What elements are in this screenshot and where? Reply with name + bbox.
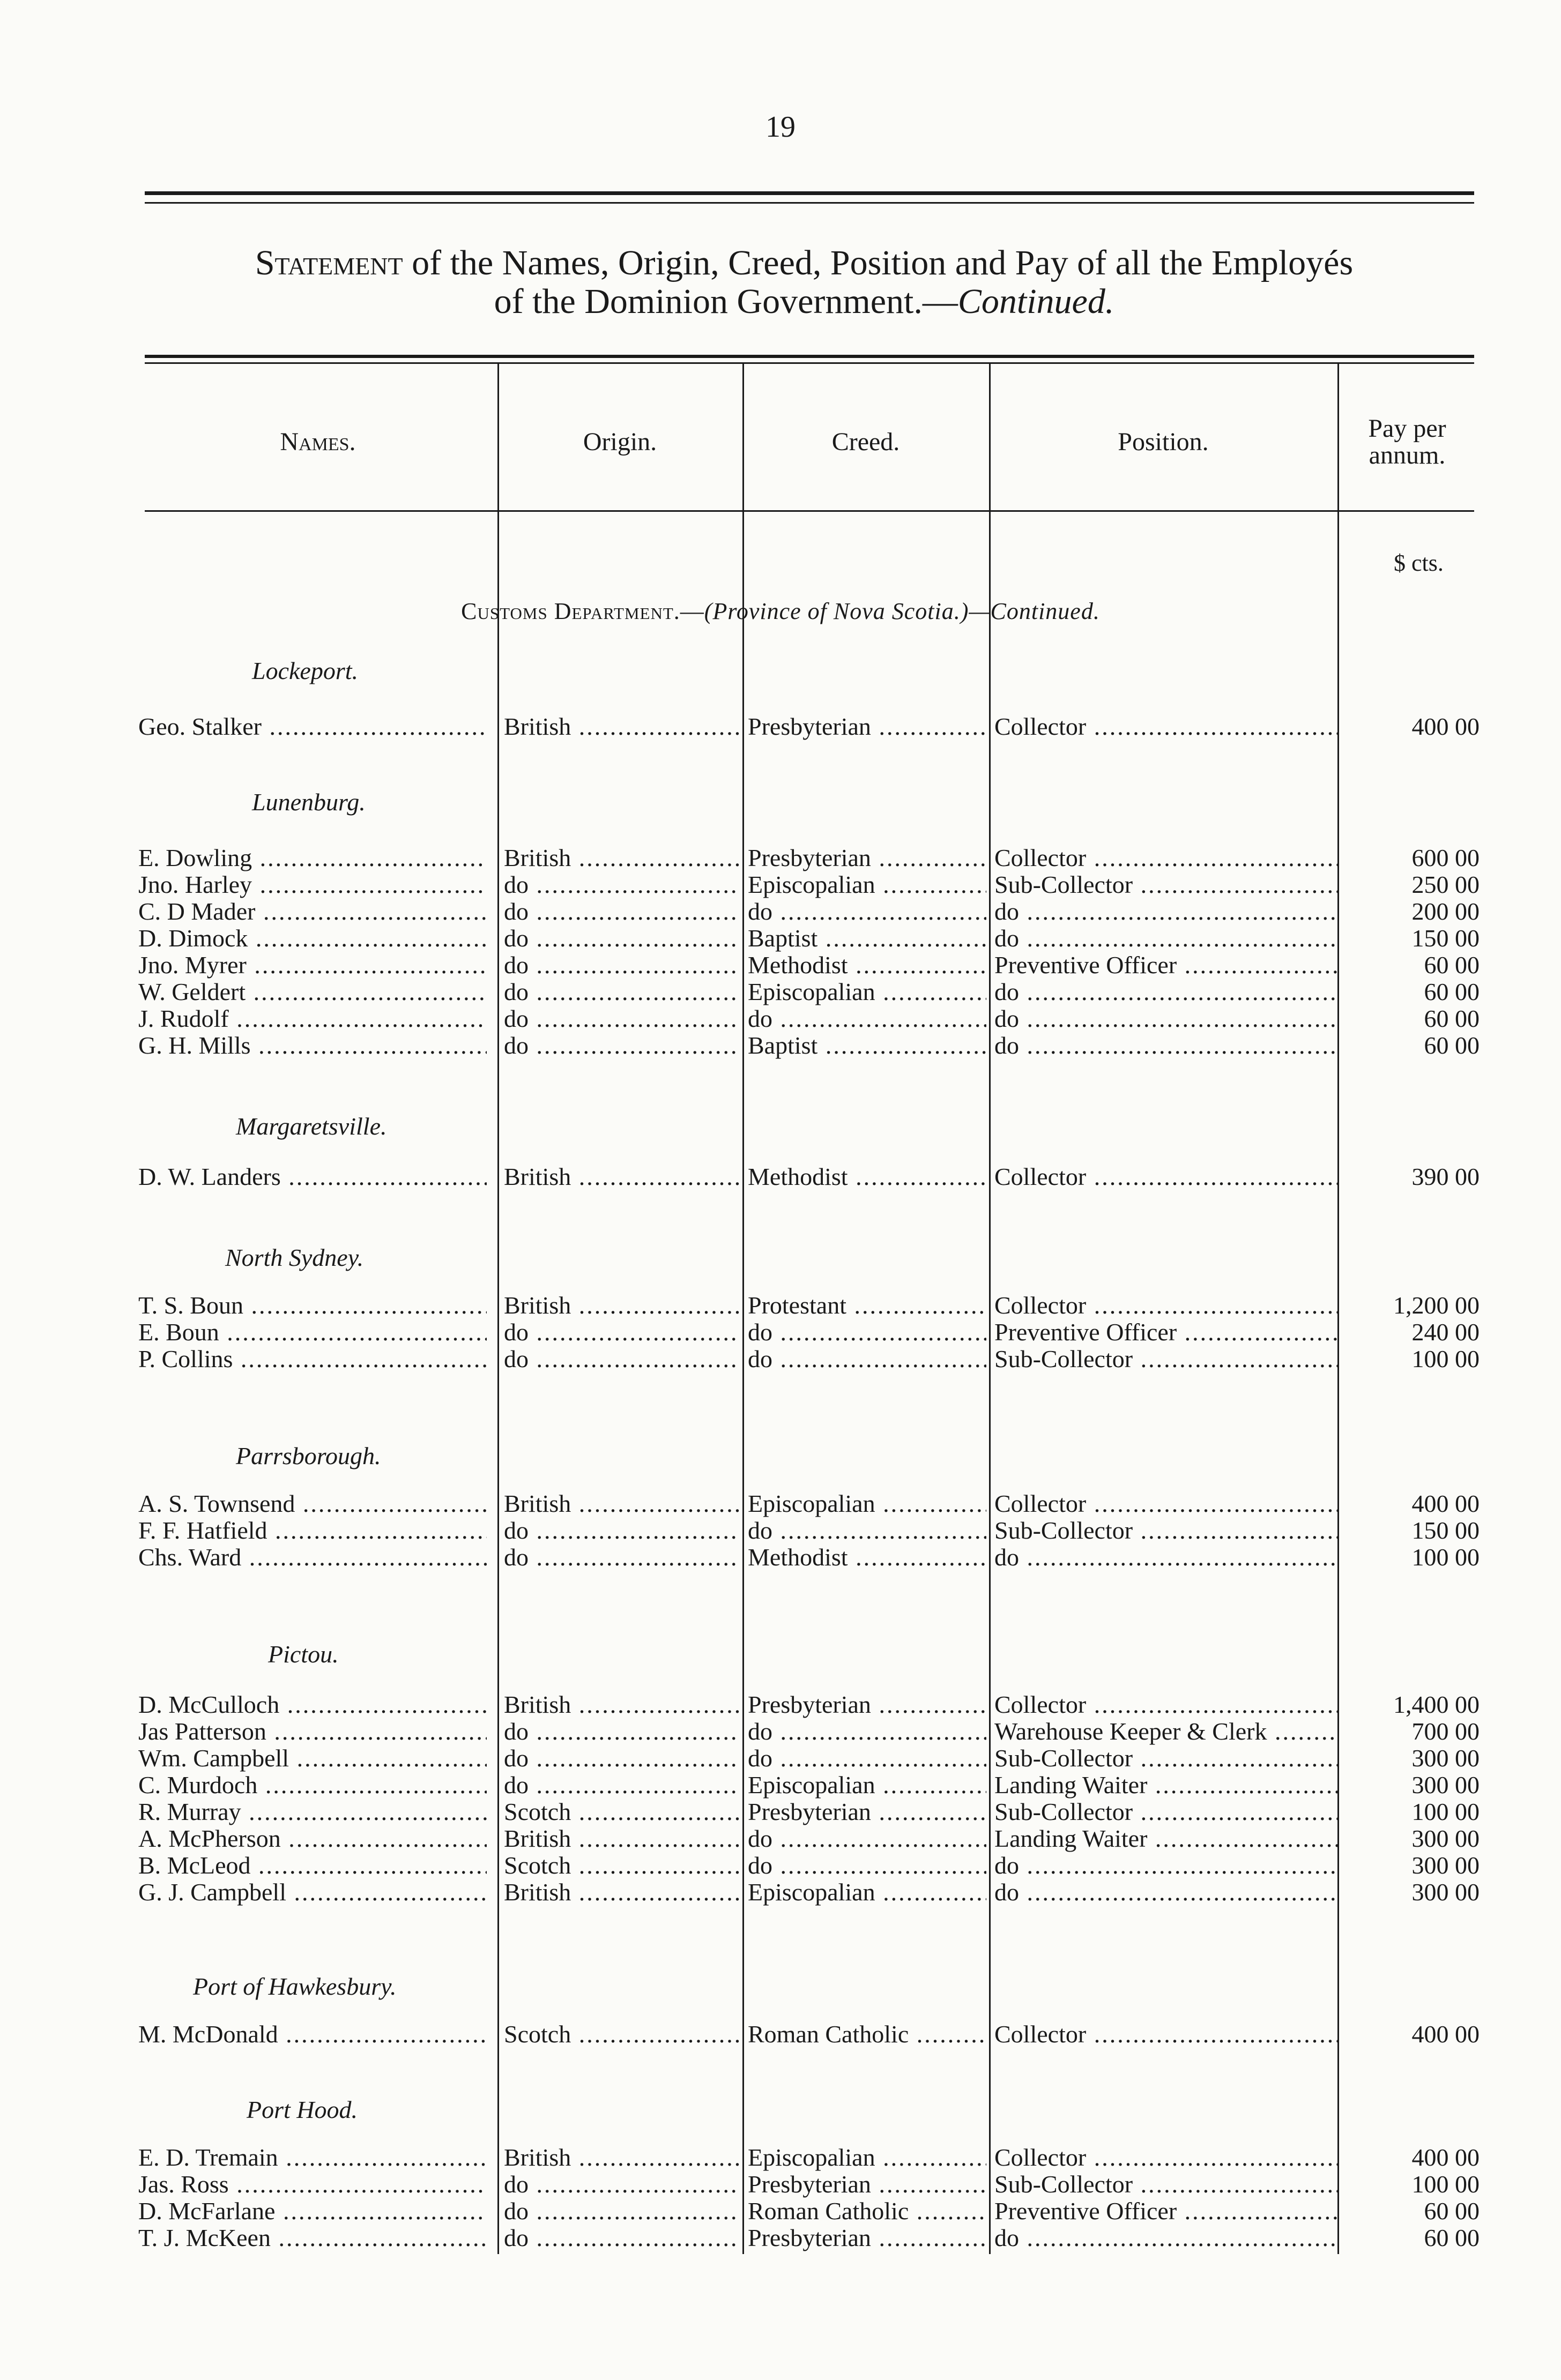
table-row [0,1691,1561,1719]
cell-name: E. D. Tremain ..... [138,2144,487,2172]
title-line1: of the Names, Origin, Creed, Position and Pay of all the Employés [412,243,1354,282]
cell-origin: British ..... [504,1878,740,1906]
section-heading: Lockeport. [252,657,359,684]
table-row [0,1718,1561,1745]
cell-name: J. Rudolf ..... [138,1005,487,1033]
cell-creed: Episcopalian ..... [748,978,986,1006]
column-header-origin: Origin. [583,428,657,456]
table-row [0,1798,1561,1826]
column-header-pay [1337,415,1477,469]
table-row [0,1490,1561,1518]
cell-origin: British ..... [504,2144,740,2172]
cell-creed: Baptist ..... [748,924,986,952]
cell-position: Landing Waiter ..... [994,1825,1337,1853]
title-continued: Continued. [957,282,1114,321]
cell-creed: do ..... [748,898,986,926]
section-heading: Margaretsville. [236,1113,387,1140]
cell-name: E. Boun ..... [138,1318,487,1346]
cell-pay: 400 00 [1411,2144,1480,2171]
cell-origin: do ..... [504,2170,740,2198]
title-lead-word: Statement [255,243,403,282]
cell-position: Sub-Collector ..... [994,1798,1337,1826]
cell-origin: do ..... [504,1345,740,1373]
cell-creed: Methodist ..... [748,1543,986,1571]
cell-creed: Episcopalian ..... [748,2144,986,2172]
header-rule-thin [145,362,1474,364]
cell-pay: 60 00 [1424,1005,1480,1032]
cell-origin: do ..... [504,2224,740,2252]
table-row [0,844,1561,872]
cell-name: G. H. Mills ..... [138,1032,487,1060]
cell-origin: do ..... [504,1543,740,1571]
cell-position: do ..... [994,978,1337,1006]
cell-pay: 60 00 [1424,951,1480,979]
currency-label: $ cts. [1394,550,1444,576]
table-row [0,1878,1561,1906]
cell-creed: Methodist ..... [748,1163,986,1191]
cell-position: Collector ..... [994,2020,1337,2048]
top-rule [145,191,1474,195]
table-row [0,1163,1561,1191]
cell-pay: 240 00 [1411,1318,1480,1346]
cell-creed: Presbyterian ..... [748,713,986,741]
cell-position: do ..... [994,1852,1337,1879]
table-row [0,1032,1561,1060]
cell-position: do ..... [994,2224,1337,2252]
cell-pay: 600 00 [1411,844,1480,871]
table-row [0,2144,1561,2172]
table-row [0,1771,1561,1799]
table-row [0,1005,1561,1033]
cell-position: Sub-Collector ..... [994,871,1337,899]
cell-pay: 300 00 [1411,1852,1480,1879]
table-row [0,978,1561,1006]
table-row [0,2224,1561,2252]
page-number: 19 [765,110,796,144]
cell-position: Collector ..... [994,1691,1337,1719]
cell-creed: Baptist ..... [748,1032,986,1060]
cell-origin: do ..... [504,1744,740,1772]
section-heading: Pictou. [268,1640,339,1668]
table-row [0,1345,1561,1373]
cell-name: C. Murdoch ..... [138,1771,487,1799]
cell-pay: 1,200 00 [1393,1292,1480,1319]
cell-creed: Episcopalian ..... [748,1490,986,1518]
cell-position: Collector ..... [994,1292,1337,1319]
cell-name: R. Murray ..... [138,1798,487,1826]
cell-pay: 300 00 [1411,1771,1480,1799]
cell-origin: do ..... [504,1718,740,1745]
section-heading: Port Hood. [247,2096,358,2123]
cell-origin: Scotch ..... [504,2020,740,2048]
cell-origin: do ..... [504,1005,740,1033]
cell-pay: 250 00 [1411,871,1480,898]
table-row [0,1318,1561,1346]
header-rule-bottom [145,510,1474,512]
table-row [0,1852,1561,1879]
column-header-names: Names. [280,428,356,456]
cell-name: D. Dimock ..... [138,924,487,952]
cell-position: Warehouse Keeper & Clerk ..... [994,1718,1337,1745]
cell-pay: 1,400 00 [1393,1691,1480,1718]
cell-origin: British ..... [504,1691,740,1719]
table-row [0,871,1561,899]
cell-origin: do ..... [504,871,740,899]
cell-creed: do ..... [748,1744,986,1772]
cell-name: W. Geldert ..... [138,978,487,1006]
cell-position: Preventive Officer ..... [994,1318,1337,1346]
cell-position: Preventive Officer ..... [994,2197,1337,2225]
cell-pay: 700 00 [1411,1718,1480,1745]
cell-name: Wm. Campbell ..... [138,1744,487,1772]
cell-name: B. McLeod ..... [138,1852,487,1879]
cell-creed: do ..... [748,1318,986,1346]
cell-name: F. F. Hatfield ..... [138,1517,487,1545]
cell-name: Jno. Harley ..... [138,871,487,899]
cell-name: A. McPherson ..... [138,1825,487,1853]
cell-origin: do ..... [504,1517,740,1545]
cell-origin: Scotch ..... [504,1798,740,1826]
cell-position: Landing Waiter ..... [994,1771,1337,1799]
cell-pay: 60 00 [1424,978,1480,1005]
cell-creed: do ..... [748,1517,986,1545]
cell-creed: Roman Catholic ..... [748,2020,986,2048]
cell-creed: Presbyterian ..... [748,1798,986,1826]
cell-position: do ..... [994,1878,1337,1906]
cell-name: D. McCulloch ..... [138,1691,487,1719]
cell-creed: do ..... [748,1718,986,1745]
cell-pay: 100 00 [1411,1798,1480,1825]
cell-origin: Scotch ..... [504,1852,740,1879]
cell-name: D. W. Landers ..... [138,1163,487,1191]
department-province: (Province of Nova Scotia.) [704,598,969,624]
cell-name: E. Dowling ..... [138,844,487,872]
pay-header-line2: annum. [1369,441,1446,469]
cell-name: G. J. Campbell ..... [138,1878,487,1906]
cell-pay: 100 00 [1411,1543,1480,1571]
cell-origin: do ..... [504,1771,740,1799]
cell-position: Sub-Collector ..... [994,1744,1337,1772]
cell-pay: 150 00 [1411,924,1480,952]
cell-origin: do ..... [504,951,740,979]
cell-origin: do ..... [504,978,740,1006]
department-name: Customs Department.— [461,598,704,624]
table-row [0,2197,1561,2225]
cell-creed: do ..... [748,1852,986,1879]
top-rule-thin [145,202,1474,204]
table-row [0,1825,1561,1853]
cell-pay: 400 00 [1411,713,1480,740]
cell-origin: British ..... [504,1490,740,1518]
cell-position: Collector ..... [994,713,1337,741]
cell-pay: 60 00 [1424,1032,1480,1059]
cell-position: do ..... [994,924,1337,952]
cell-pay: 60 00 [1424,2197,1480,2225]
table-row [0,2020,1561,2048]
cell-name: Jno. Myrer ..... [138,951,487,979]
cell-position: Sub-Collector ..... [994,1345,1337,1373]
cell-pay: 200 00 [1411,898,1480,925]
table-row [0,1543,1561,1571]
cell-name: M. McDonald ..... [138,2020,487,2048]
cell-position: do ..... [994,1032,1337,1060]
cell-creed: Presbyterian ..... [748,2224,986,2252]
cell-origin: British ..... [504,1825,740,1853]
cell-pay: 400 00 [1411,1490,1480,1517]
title-line2: of the Dominion Government.— [494,282,958,321]
cell-creed: do ..... [748,1825,986,1853]
cell-position: Collector ..... [994,844,1337,872]
cell-creed: Roman Catholic ..... [748,2197,986,2225]
cell-name: P. Collins ..... [138,1345,487,1373]
cell-creed: Episcopalian ..... [748,871,986,899]
cell-name: Geo. Stalker ..... [138,713,487,741]
cell-pay: 400 00 [1411,2020,1480,2048]
cell-name: Jas Patterson ..... [138,1718,487,1745]
cell-name: A. S. Townsend ..... [138,1490,487,1518]
cell-name: T. J. McKeen ..... [138,2224,487,2252]
cell-origin: British ..... [504,713,740,741]
cell-creed: do ..... [748,1005,986,1033]
cell-creed: Episcopalian ..... [748,1771,986,1799]
cell-creed: Presbyterian ..... [748,1691,986,1719]
cell-position: Collector ..... [994,1490,1337,1518]
cell-pay: 100 00 [1411,2170,1480,2198]
cell-name: D. McFarlane ..... [138,2197,487,2225]
table-row [0,713,1561,741]
table-row [0,1292,1561,1319]
table-row [0,898,1561,926]
statement-title [129,244,1480,321]
cell-pay: 300 00 [1411,1744,1480,1772]
cell-origin: do ..... [504,2197,740,2225]
cell-origin: do ..... [504,924,740,952]
department-heading [0,598,1561,625]
cell-name: Jas. Ross ..... [138,2170,487,2198]
cell-creed: do ..... [748,1345,986,1373]
cell-pay: 150 00 [1411,1517,1480,1544]
table-row [0,924,1561,952]
section-heading: Port of Hawkesbury. [193,1973,397,2000]
table-row [0,1517,1561,1545]
cell-origin: British ..... [504,1292,740,1319]
section-heading: North Sydney. [225,1244,364,1271]
section-heading: Lunenburg. [252,788,366,816]
cell-position: do ..... [994,1005,1337,1033]
cell-name: Chs. Ward ..... [138,1543,487,1571]
cell-origin: do ..... [504,898,740,926]
cell-position: Collector ..... [994,2144,1337,2172]
cell-position: Preventive Officer ..... [994,951,1337,979]
cell-pay: 300 00 [1411,1825,1480,1852]
cell-origin: do ..... [504,1032,740,1060]
cell-pay: 390 00 [1411,1163,1480,1190]
cell-position: do ..... [994,1543,1337,1571]
cell-position: Sub-Collector ..... [994,1517,1337,1545]
table-row [0,2170,1561,2198]
cell-origin: do ..... [504,1318,740,1346]
cell-position: Collector ..... [994,1163,1337,1191]
column-header-creed: Creed. [831,428,900,456]
header-rule-thick [145,355,1474,358]
column-header-position: Position. [1118,428,1209,456]
pay-header-line1: Pay per [1368,414,1446,443]
cell-creed: Episcopalian ..... [748,1878,986,1906]
cell-position: do ..... [994,898,1337,926]
cell-creed: Presbyterian ..... [748,844,986,872]
cell-creed: Presbyterian ..... [748,2170,986,2198]
cell-name: T. S. Boun ..... [138,1292,487,1319]
table-row [0,1744,1561,1772]
cell-creed: Protestant ..... [748,1292,986,1319]
cell-position: Sub-Collector ..... [994,2170,1337,2198]
cell-name: C. D Mader ..... [138,898,487,926]
table-row [0,951,1561,979]
section-heading: Parrsborough. [236,1442,381,1469]
cell-origin: British ..... [504,1163,740,1191]
department-continued: —Continued. [969,598,1100,624]
cell-pay: 60 00 [1424,2224,1480,2251]
cell-pay: 100 00 [1411,1345,1480,1372]
cell-pay: 300 00 [1411,1878,1480,1906]
cell-creed: Methodist ..... [748,951,986,979]
cell-origin: British ..... [504,844,740,872]
